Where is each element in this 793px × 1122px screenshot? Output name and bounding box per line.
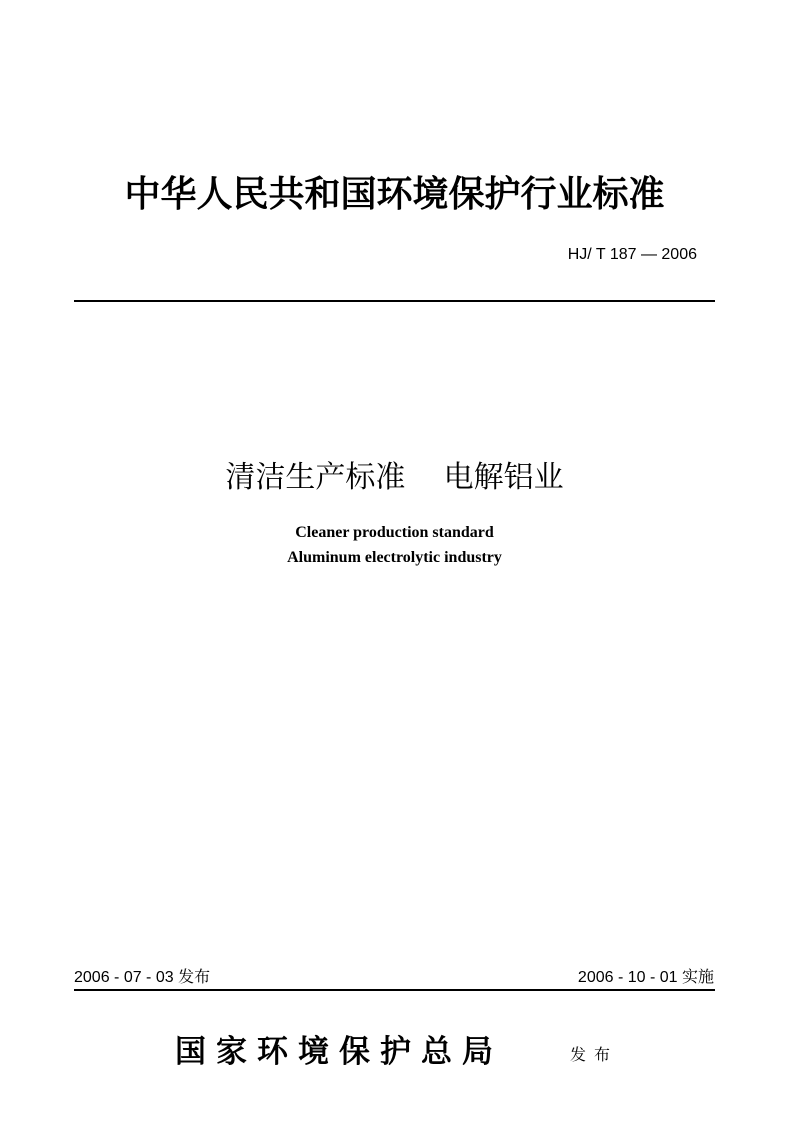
top-divider (74, 300, 715, 302)
issue-label: 发布 (570, 1045, 619, 1064)
chinese-title: 清洁生产标准 电解铝业 (225, 460, 564, 495)
english-title-line-2: Aluminum electrolytic industry (287, 549, 502, 566)
bottom-divider (74, 989, 715, 991)
issuing-authority: 国家环境保护总局 (175, 1034, 503, 1070)
release-date: 2006 - 07 - 03 发布 (74, 969, 211, 986)
header-title: 中华人民共和国环境保护行业标准 (124, 173, 665, 215)
standard-code: HJ/ T 187 — 2006 (567, 246, 697, 263)
english-title-line-1: Cleaner production standard (295, 524, 494, 541)
effective-date: 2006 - 10 - 01 实施 (577, 969, 714, 986)
